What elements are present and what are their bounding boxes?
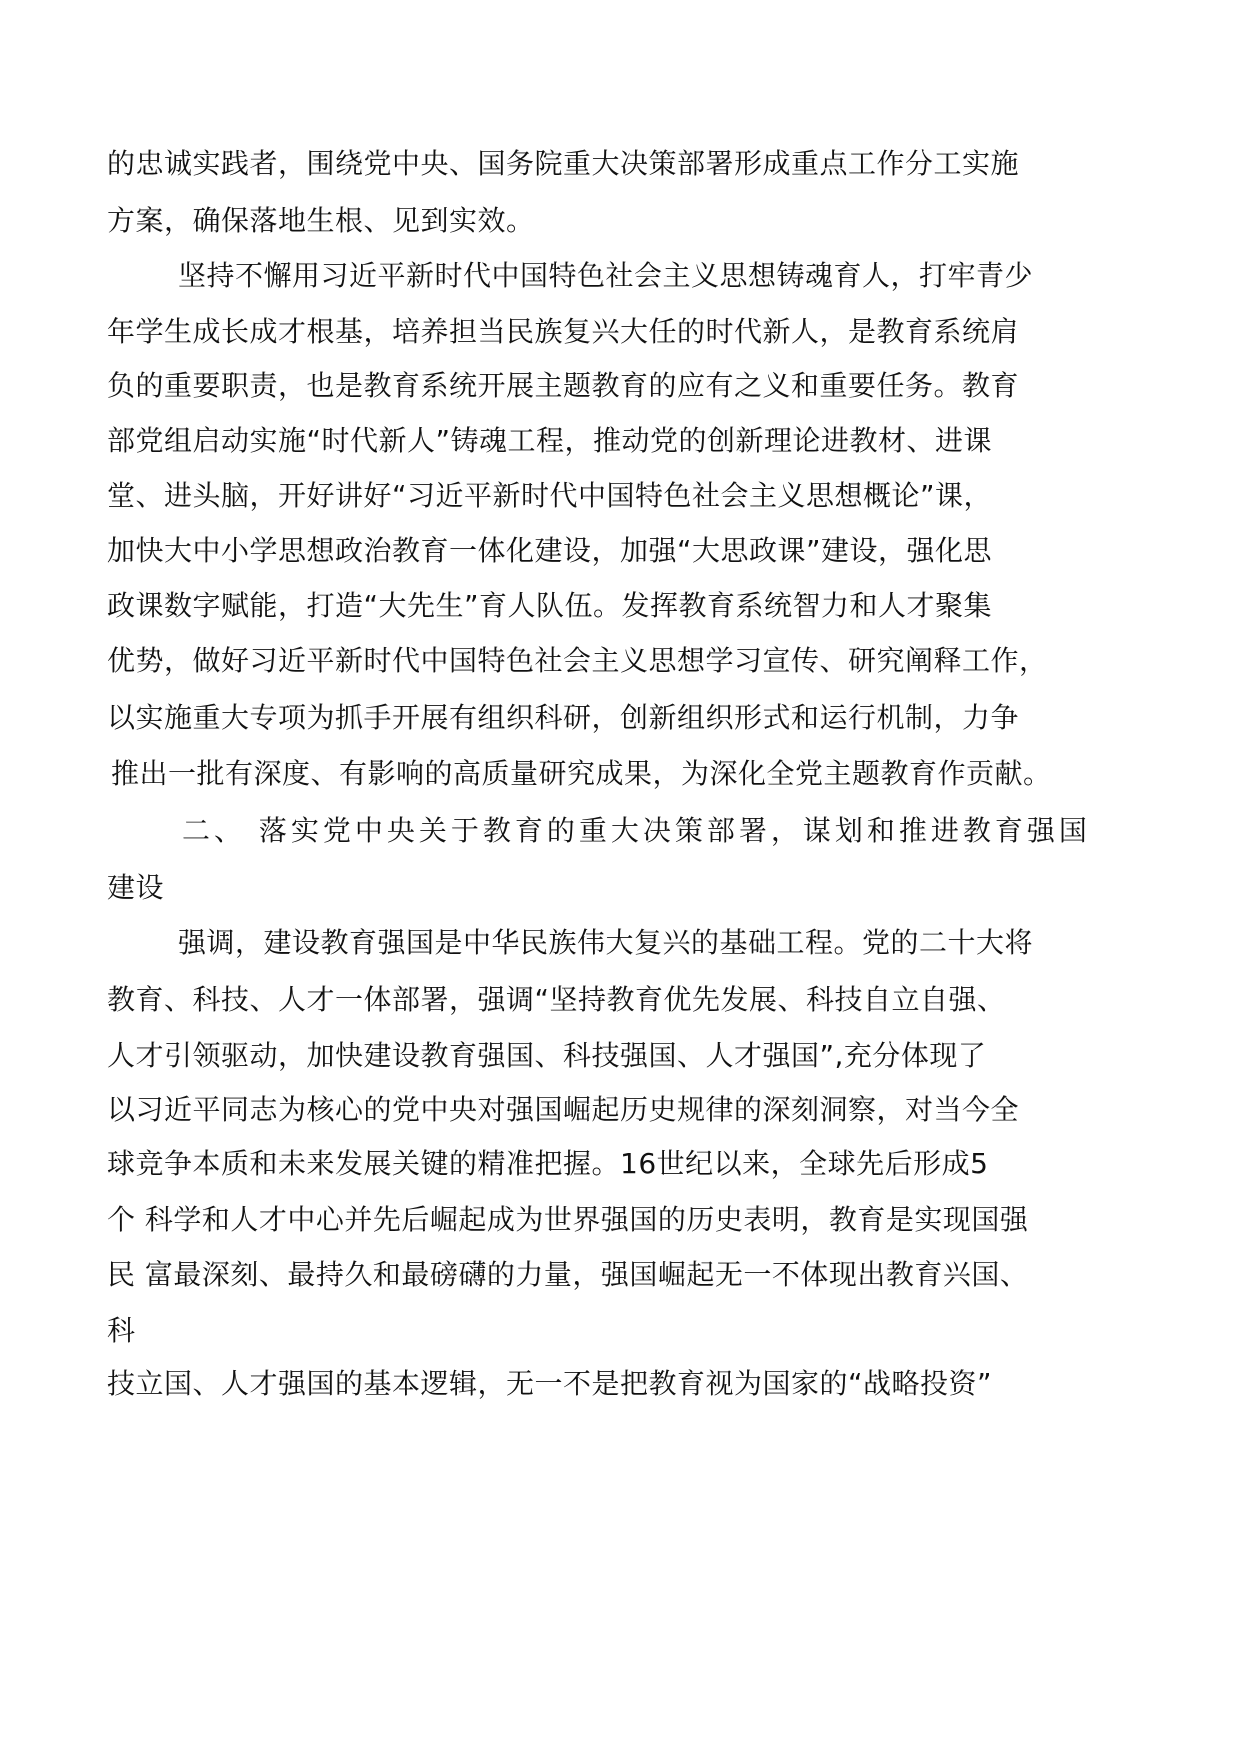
text-line: 部党组启动实施“时代新人”铸魂工程，推动党的创新理论进教材、进课 (107, 424, 993, 457)
paragraph-first-line: 强调，建设教育强国是中华民族伟大复兴的基础工程。党的二十大将 (178, 926, 1034, 959)
text-line: 球竞争本质和未来发展关键的精准把握。16世纪以来，全球先后形成5 (107, 1147, 989, 1180)
section-heading-continuation: 建设 (107, 871, 165, 904)
section-heading: 二、 落实党中央关于教育的重大决策部署，谋划和推进教育强国 (182, 814, 1091, 847)
text-line: 以实施重大专项为抓手开展有组织科研，创新组织形式和运行机制，力争 (107, 701, 1020, 734)
text-line: 的忠诚实践者，围绕党中央、国务院重大决策部署形成重点工作分工实施 (107, 147, 1020, 180)
paragraph-first-line: 坚持不懈用习近平新时代中国特色社会主义思想铸魂育人，打牢青少 (178, 259, 1034, 292)
text-line: 人才引领驱动，加快建设教育强国、科技强国、人才强国”,充分体现了 (107, 1039, 987, 1072)
text-line: 个 科学和人才中心并先后崛起成为世界强国的历史表明，教育是实现国强 (107, 1203, 1029, 1236)
text-line: 负的重要职责，也是教育系统开展主题教育的应有之义和重要任务。教育 (107, 369, 1020, 402)
text-line: 优势，做好习近平新时代中国特色社会主义思想学习宣传、研究阐释工作， (107, 644, 1048, 677)
text-line: 教育、科技、人才一体部署，强调“坚持教育优先发展、科技自立自强、 (107, 983, 1006, 1016)
text-line: 方案，确保落地生根、见到实效。 (107, 204, 535, 237)
text-line: 堂、进头脑，开好讲好“习近平新时代中国特色社会主义思想概论”课， (107, 479, 993, 512)
text-line: 政课数字赋能，打造“大先生”育人队伍。发挥教育系统智力和人才聚集 (107, 589, 993, 622)
text-line: 年学生成长成才根基，培养担当民族复兴大任的时代新人，是教育系统肩 (107, 315, 1020, 348)
text-line: 加快大中小学思想政治教育一体化建设，加强“大思政课”建设，强化思 (107, 534, 993, 567)
text-line: 以习近平同志为核心的党中央对强国崛起历史规律的深刻洞察，对当今全 (107, 1093, 1020, 1126)
text-line: 民 富最深刻、最持久和最磅礴的力量，强国崛起无一不体现出教育兴国、 (107, 1258, 1029, 1291)
text-line: 科 (107, 1314, 136, 1347)
text-line: 推出一批有深度、有影响的高质量研究成果，为深化全党主题教育作贡献。 (111, 757, 1052, 790)
text-line: 技立国、人才强国的基本逻辑，无一不是把教育视为国家的“战略投资” (107, 1367, 993, 1400)
